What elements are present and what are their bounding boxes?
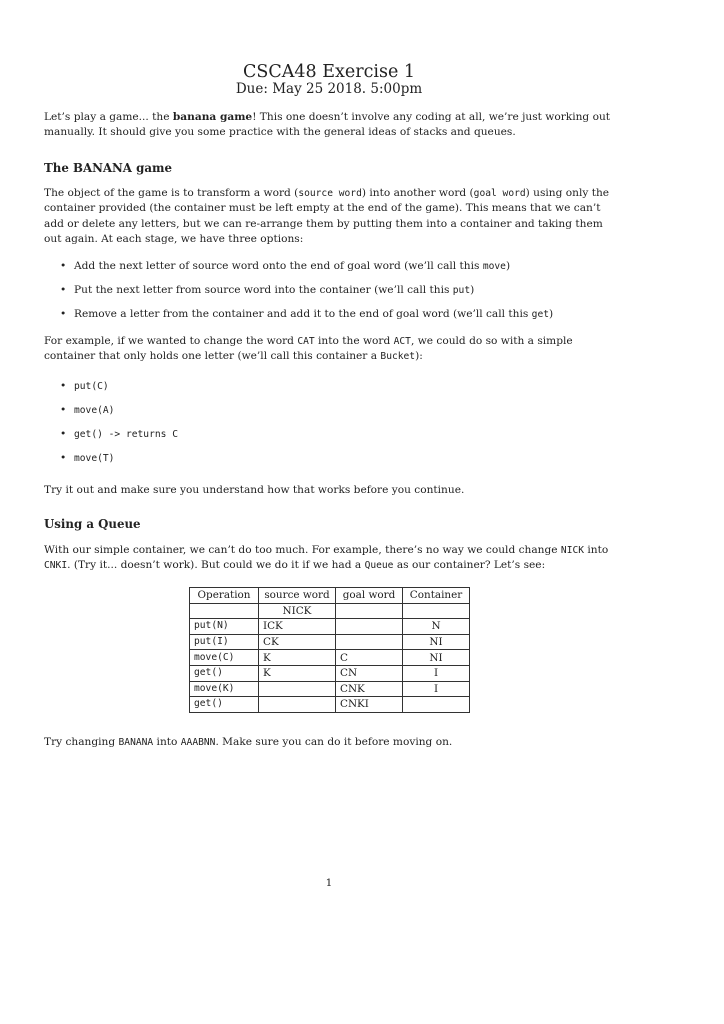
list-item: • get() -> returns C [58, 427, 178, 451]
example-steps-list [58, 379, 178, 475]
table-row: get() K CN I [190, 665, 470, 681]
table-row: put(N) ICK N [190, 619, 470, 635]
table-row: NICK [190, 603, 470, 619]
table-row: get() CNKI [190, 697, 470, 713]
list-item: • put(C) [58, 379, 178, 403]
column-header-container: Container [403, 588, 470, 604]
options-list [58, 259, 553, 331]
intro-paragraph: Let’s play a game... the banana game! This one doesn’t involve any coding at all, we’re just working out manually. It should give you some practice with the general ideas of stacks and queues. [44, 111, 611, 139]
game-description-paragraph: The object of the game is to transform a word (source word) into another word (goal word) using only the container provided (the container must be left empty at the end of the game). This means that we can’t add or delete any letters, but we can re-arrange them by putting them into a container and taking them out again. At each stage, we have three options: [44, 187, 610, 246]
table-row: move(C) K C NI [190, 650, 470, 666]
page-title: CSCA48 Exercise 1 [242, 62, 416, 82]
list-item: • Remove a letter from the container and add it to the end of goal word (we’ll call this get) [58, 307, 553, 331]
queue-intro-paragraph: With our simple container, we can’t do too much. For example, there’s no way we could change NICK into CNKI. (Try it... doesn’t work). But could we do it if we had a Queue as our container? Let’s see: [44, 544, 609, 572]
column-header-operation: Operation [190, 588, 259, 604]
example-paragraph: For example, if we wanted to change the word CAT into the word ACT, we could do so with a simple container that only holds one letter (we’ll call this container a Bucket): [44, 335, 573, 363]
queue-operations-table [189, 587, 470, 713]
table-header-row [190, 588, 470, 604]
table-row: move(K) CNK I [190, 681, 470, 697]
list-item: • Add the next letter of source word onto the end of goal word (we’ll call this move) [58, 259, 553, 283]
banana-game-bold: banana game [172, 111, 253, 123]
list-item: • Put the next letter from source word into the container (we’ll call this put) [58, 283, 553, 307]
table-row: put(I) CK NI [190, 634, 470, 650]
section-heading-using-queue: Using a Queue [44, 517, 141, 531]
due-date: Due: May 25 2018. 5:00pm [235, 81, 423, 97]
banana-exercise-paragraph: Try changing BANANA into AAABNN. Make sure you can do it before moving on. [44, 736, 453, 748]
column-header-source-word: source word [259, 588, 336, 604]
list-item: • move(A) [58, 403, 178, 427]
list-item: • move(T) [58, 451, 178, 475]
page-number: 1 [325, 877, 333, 889]
section-heading-banana-game: The BANANA game [44, 161, 172, 175]
column-header-goal-word: goal word [336, 588, 403, 604]
try-it-paragraph: Try it out and make sure you understand how that works before you continue. [44, 484, 465, 496]
